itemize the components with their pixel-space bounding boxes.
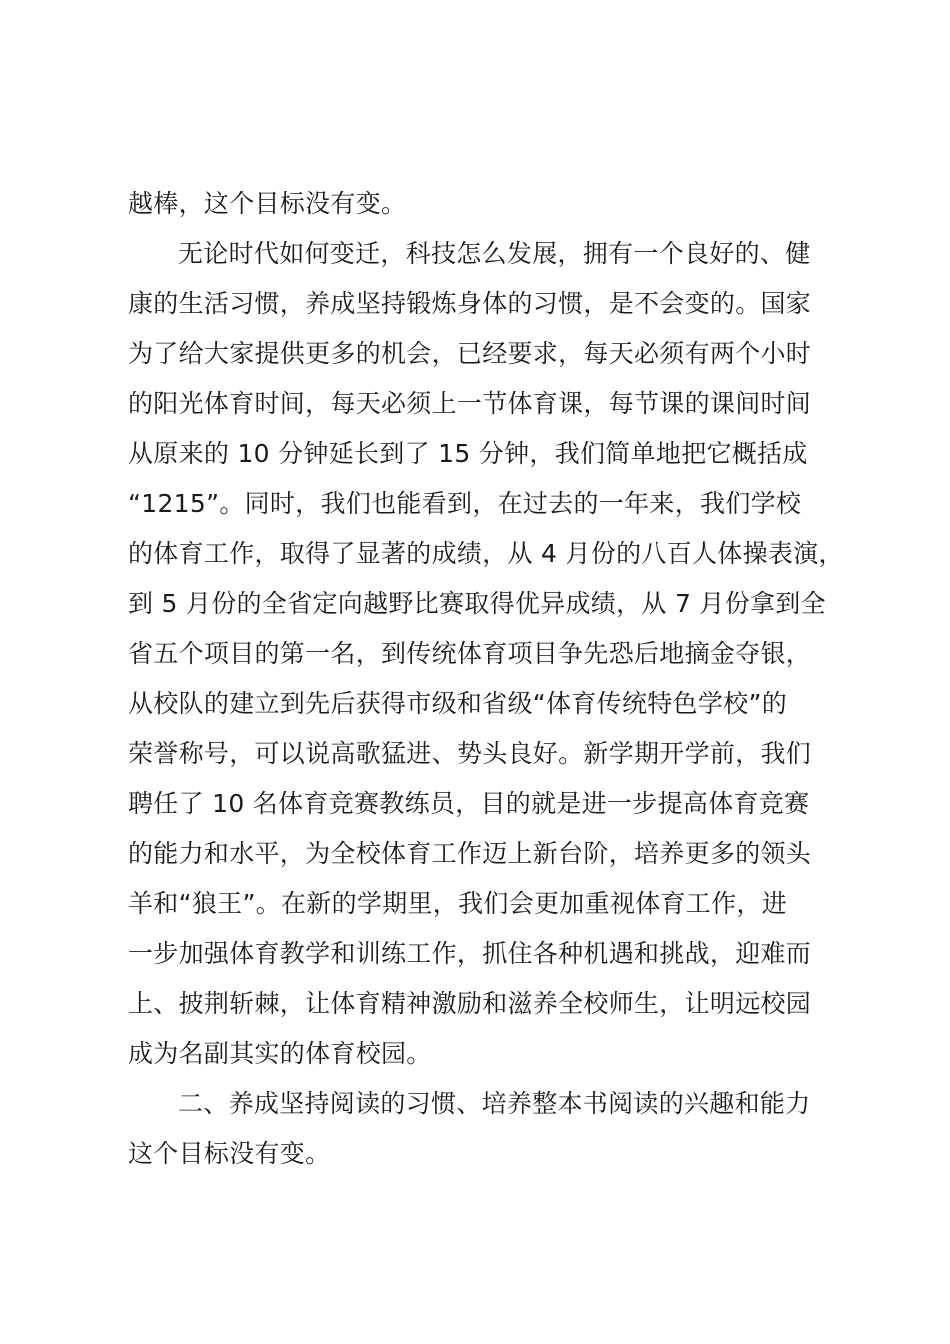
text-line: 从原来的 10 分钟延长到了 15 分钟，我们简单地把它概括成 <box>128 439 808 468</box>
text-line: 越棒，这个目标没有变。 <box>128 189 407 218</box>
text-line: “1215”。同时，我们也能看到，在过去的一年来，我们学校 <box>128 489 802 518</box>
text-line: 到 5 月份的全省定向越野比赛取得优异成绩，从 7 月份拿到全 <box>128 589 826 618</box>
text-line: 聘任了 10 名体育竞赛教练员，目的就是进一步提高体育竞赛 <box>128 789 810 818</box>
text-line: 羊和“狼王”。在新的学期里，我们会更加重视体育工作，进 <box>128 889 788 918</box>
paragraph-start-line: 无论时代如何变迁，科技怎么发展，拥有一个良好的、健 <box>178 239 811 268</box>
section-heading-line: 这个目标没有变。 <box>128 1139 331 1168</box>
text-line: 的阳光体育时间，每天必须上一节体育课，每节课的课间时间 <box>128 389 812 418</box>
section-heading-line: 二、养成坚持阅读的习惯、培养整本书阅读的兴趣和能力 <box>178 1089 811 1118</box>
text-line: 荣誉称号，可以说高歌猛进、势头良好。新学期开学前，我们 <box>128 739 812 768</box>
text-line: 的能力和水平，为全校体育工作迈上新台阶，培养更多的领头 <box>128 839 812 868</box>
text-line: 从校队的建立到先后获得市级和省级“体育传统特色学校”的 <box>128 689 788 718</box>
text-line: 为了给大家提供更多的机会，已经要求，每天必须有两个小时 <box>128 339 812 368</box>
text-line: 成为名副其实的体育校园。 <box>128 1039 432 1068</box>
text-line: 一步加强体育教学和训练工作，抓住各种机遇和挑战，迎难而 <box>128 939 812 968</box>
text-line: 的体育工作，取得了显著的成绩，从 4 月份的八百人体操表演， <box>128 539 844 568</box>
text-line: 康的生活习惯，养成坚持锻炼身体的习惯，是不会变的。国家 <box>128 289 812 318</box>
text-line: 省五个项目的第一名，到传统体育项目争先恐后地摘金夺银， <box>128 639 812 668</box>
text-line: 上、披荆斩棘，让体育精神激励和滋养全校师生，让明远校园 <box>128 989 812 1018</box>
